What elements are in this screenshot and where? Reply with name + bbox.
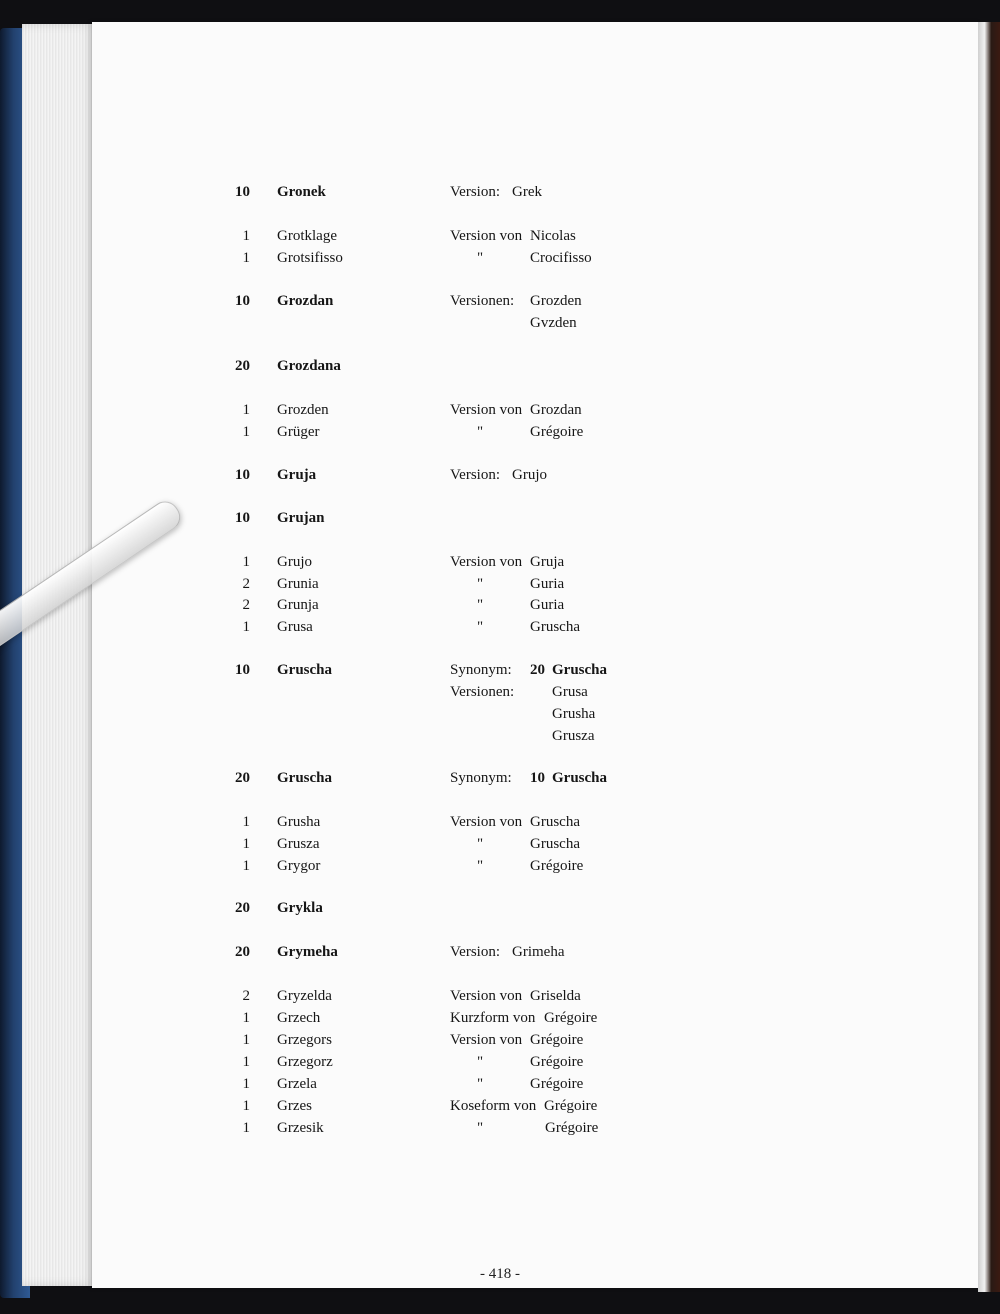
entry-relation: " — [477, 597, 484, 613]
entry-row — [222, 616, 662, 638]
entry-row — [222, 507, 662, 529]
entry-relation: Version von — [450, 228, 523, 244]
entry-relation: " — [477, 424, 484, 440]
entry-name: Grzes — [277, 1098, 312, 1114]
entry-row — [222, 181, 662, 203]
entry-relation: " — [477, 1076, 484, 1092]
entry-relation: Version von — [450, 554, 523, 570]
entry-name: Grunia — [277, 576, 319, 592]
synonym-name: Gruscha — [552, 770, 608, 786]
entry-name: Grusza — [277, 836, 320, 852]
entry-row — [222, 312, 662, 334]
synonym-count: 10 — [530, 770, 545, 786]
entry-target: Gruja — [530, 554, 565, 570]
entry-target: Guria — [530, 576, 565, 592]
entry-count: 1 — [242, 1010, 250, 1026]
entry-count: 10 — [235, 510, 250, 526]
entry-relation: Version: — [450, 467, 500, 483]
entry-count: 1 — [242, 1032, 250, 1048]
entry-relation: Synonym: — [450, 770, 512, 786]
entry-name: Gryzelda — [277, 988, 332, 1004]
entry-relation: Synonym: — [450, 662, 512, 678]
entry-name: Grunja — [277, 597, 319, 613]
entry-count: 1 — [242, 424, 250, 440]
entry-name: Grykla — [277, 900, 323, 916]
entry-row — [222, 1007, 662, 1029]
entry-target: Gruscha — [530, 814, 580, 830]
entry-name: Grusa — [277, 619, 313, 635]
entry-row — [222, 681, 662, 703]
entry-target: Grégoire — [530, 424, 584, 440]
entry-row — [222, 355, 662, 377]
entry-relation: " — [477, 836, 484, 852]
entry-row — [222, 594, 662, 616]
entry-count: 1 — [242, 250, 250, 266]
entry-relation: Versionen: — [450, 293, 515, 309]
entry-target: Grusza — [552, 728, 595, 744]
entry-count: 1 — [242, 1098, 250, 1114]
entry-target: Grégoire — [544, 1098, 598, 1114]
entry-row — [222, 725, 662, 747]
entry-relation: " — [477, 858, 484, 874]
synonym-count: 20 — [530, 662, 545, 678]
entry-name: Grotsifisso — [277, 250, 343, 266]
entry-target: Grimeha — [512, 944, 565, 960]
entry-row — [222, 464, 662, 486]
entry-relation: " — [477, 1054, 484, 1070]
entry-row — [222, 290, 662, 312]
entry-name: Grzela — [277, 1076, 317, 1092]
entry-name: Grymeha — [277, 944, 338, 960]
entry-row — [222, 767, 662, 789]
entry-count: 1 — [242, 1076, 250, 1092]
entry-row — [222, 421, 662, 443]
entry-target: Gruscha — [530, 619, 580, 635]
entry-relation: Version von — [450, 814, 523, 830]
entry-relation: " — [477, 619, 484, 635]
entry-target: Grujo — [512, 467, 547, 483]
entry-target: Nicolas — [530, 228, 576, 244]
entry-count: 20 — [235, 770, 250, 786]
entry-count: 2 — [242, 988, 250, 1004]
page-number: - 418 - — [480, 1266, 520, 1282]
entry-target: Grégoire — [530, 858, 584, 874]
entry-count: 10 — [235, 467, 250, 483]
entry-relation: Kurzform von — [450, 1010, 536, 1026]
entry-name: Grujan — [277, 510, 325, 526]
entry-relation: " — [477, 576, 484, 592]
entry-count: 1 — [242, 554, 250, 570]
entry-target: Crocifisso — [530, 250, 592, 266]
entry-row — [222, 855, 662, 877]
entry-relation: Version: — [450, 944, 500, 960]
synonym-name: Gruscha — [552, 662, 608, 678]
entry-relation: Version von — [450, 1032, 523, 1048]
entry-count: 1 — [242, 858, 250, 874]
entry-name: Grozden — [277, 402, 329, 418]
entry-count: 20 — [235, 900, 250, 916]
entry-row — [222, 897, 662, 919]
entry-row — [222, 551, 662, 573]
entry-target: Grusa — [552, 684, 588, 700]
entry-row — [222, 833, 662, 855]
entry-name: Gruja — [277, 467, 317, 483]
entry-name: Grüger — [277, 424, 320, 440]
entry-name: Grotklage — [277, 228, 337, 244]
entry-name: Gruscha — [277, 662, 333, 678]
entry-count: 1 — [242, 228, 250, 244]
entry-count: 2 — [242, 576, 250, 592]
entry-target: Grégoire — [530, 1032, 584, 1048]
entry-count: 1 — [242, 402, 250, 418]
entry-count: 10 — [235, 662, 250, 678]
entry-name: Grozdan — [277, 293, 334, 309]
entry-target: Grégoire — [544, 1010, 598, 1026]
entry-name: Grygor — [277, 858, 321, 874]
entry-name: Grozdana — [277, 358, 341, 374]
entry-target: Grégoire — [530, 1076, 584, 1092]
entry-relation: " — [477, 250, 484, 266]
entry-count: 2 — [242, 597, 250, 613]
entry-target: Grusha — [552, 706, 596, 722]
entry-name: Grusha — [277, 814, 321, 830]
entry-count: 1 — [242, 836, 250, 852]
entry-relation: Version von — [450, 402, 523, 418]
entry-count: 20 — [235, 944, 250, 960]
entry-count: 1 — [242, 1120, 250, 1136]
entry-target: Grozdan — [530, 402, 582, 418]
entry-relation: Version: — [450, 184, 500, 200]
entry-target: Grégoire — [530, 1054, 584, 1070]
entry-count: 10 — [235, 184, 250, 200]
entry-target: Grozden — [530, 293, 582, 309]
entry-count: 10 — [235, 293, 250, 309]
entry-target: Grégoire — [545, 1120, 599, 1136]
entry-row — [222, 247, 662, 269]
entry-relation: Versionen: — [450, 684, 515, 700]
entry-name: Gronek — [277, 184, 326, 200]
entry-target: Gvzden — [530, 315, 577, 331]
entry-name: Grzech — [277, 1010, 321, 1026]
entry-row — [222, 1095, 662, 1117]
entry-count: 1 — [242, 1054, 250, 1070]
entry-target: Grek — [512, 184, 542, 200]
entry-row — [222, 573, 662, 595]
entry-count: 1 — [242, 814, 250, 830]
entry-name: Grzegorz — [277, 1054, 333, 1070]
entry-row — [222, 1029, 662, 1051]
entry-target: Guria — [530, 597, 565, 613]
entry-relation: Version von — [450, 988, 523, 1004]
entry-row — [222, 399, 662, 421]
entry-target: Griselda — [530, 988, 581, 1004]
entry-name: Gruscha — [277, 770, 333, 786]
entry-target: Gruscha — [530, 836, 580, 852]
entry-row — [222, 811, 662, 833]
entry-row — [222, 703, 662, 725]
entry-name: Grzesik — [277, 1120, 324, 1136]
entry-row — [222, 985, 662, 1007]
entry-row — [222, 1117, 662, 1139]
entry-count: 1 — [242, 619, 250, 635]
entry-row — [222, 1073, 662, 1095]
entry-relation: Koseform von — [450, 1098, 537, 1114]
entry-row — [222, 225, 662, 247]
entry-name: Grujo — [277, 554, 312, 570]
entry-relation: " — [477, 1120, 484, 1136]
entry-name: Grzegors — [277, 1032, 332, 1048]
entry-count: 20 — [235, 358, 250, 374]
entry-row — [222, 659, 662, 681]
entry-row — [222, 941, 662, 963]
entry-row — [222, 1051, 662, 1073]
